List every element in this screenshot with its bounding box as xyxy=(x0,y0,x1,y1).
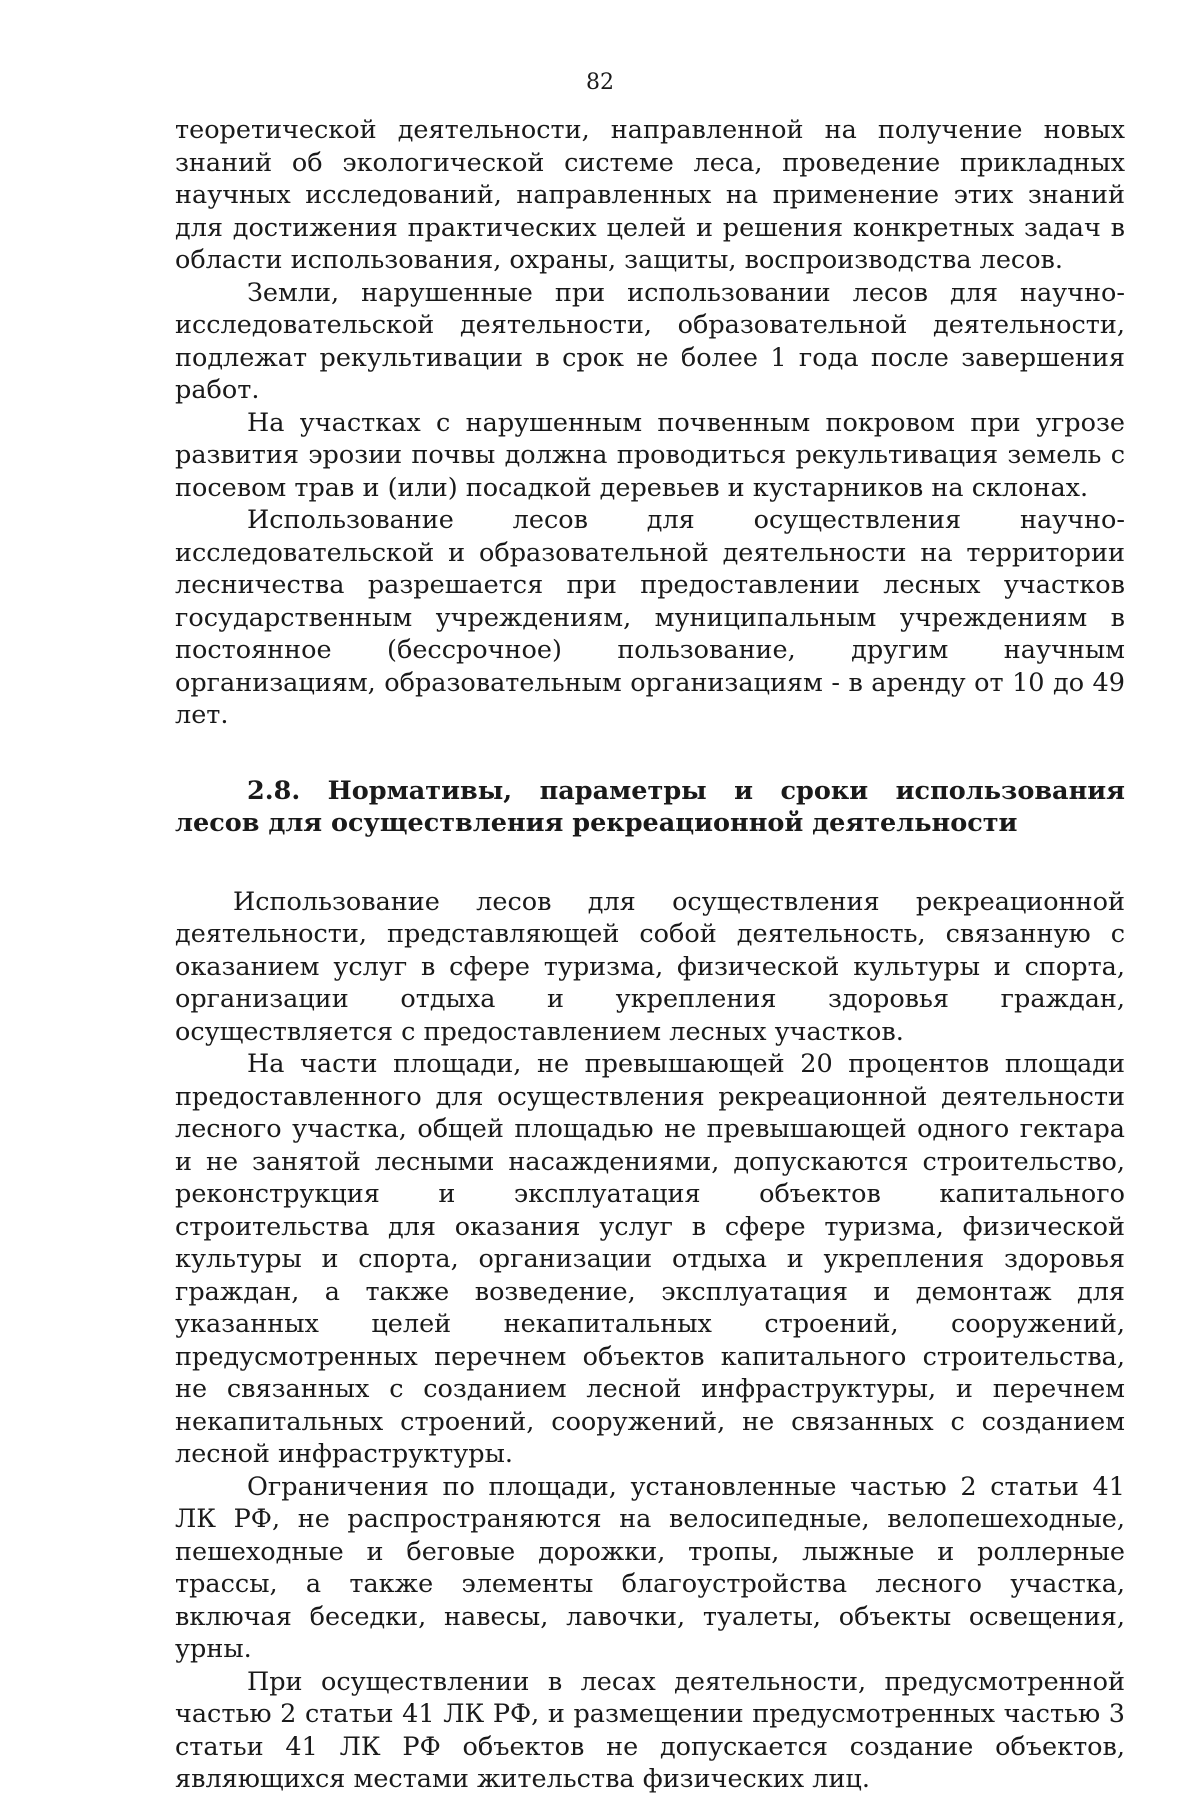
paragraph-continued: теоретической деятельности, направленной на получение новых знаний об экологической системе леса, проведение прикладных научных исследований, направленных на применение этих знаний для достижения практических целей и решения конкретных задач в области использования, охраны, защиты, воспроизводства лесов. xyxy=(175,115,1125,275)
page-number: 82 xyxy=(586,70,614,95)
section-heading: 2.8. Нормативы, параметры и сроки использования лесов для осуществления рекреационной деятельности xyxy=(175,775,1125,838)
document-body xyxy=(175,114,1125,1796)
paragraph-land-reclamation: Земли, нарушенные при использовании лесов для научно-исследовательской деятельности, образовательной деятельности, подлежат рекультивации в срок не более 1 года после завершения работ. xyxy=(175,277,1125,405)
paragraph-soil-erosion: На участках с нарушенным почвенным покровом при угрозе развития эрозии почвы должна проводиться рекультивация земель с посевом трав и (или) посадкой деревьев и кустарников на склонах. xyxy=(175,407,1125,503)
paragraph-recreation-use: Использование лесов для осуществления рекреационной деятельности, представляющей собой деятельность, связанную с оказанием услуг в сфере туризма, физической культуры и спорта, организации отдыха и укрепления здоровья граждан, осуществляется с предоставлением лесных участков. xyxy=(175,886,1125,1047)
paragraph-research-use: Использование лесов для осуществления научно-исследовательской и образовательной деятельности на территории лесничества разрешается при предоставлении лесных участков государственным учреждениям, муниципальным учреждениям в постоянное (бессрочное) пользование, другим научным организациям, образовательным организациям - в аренду от 10 до 49 лет. xyxy=(175,505,1125,730)
paragraph-area-exceptions: Ограничения по площади, установленные частью 2 статьи 41 ЛК РФ, не распространяются на велосипедные, велопешеходные, пешеходные и беговые дорожки, тропы, лыжные и роллерные трассы, а также элементы благоустройства лесного участка, включая беседки, навесы, лавочки, туалеты, объекты освещения, урны. xyxy=(175,1471,1125,1664)
paragraph-area-limits: На части площади, не превышающей 20 процентов площади предоставленного для осуществления рекреационной деятельности лесного участка, общей площадью не превышающей одного гектара и не занятой лесными насаждениями, допускаются строительство, реконструкция и эксплуатация объектов капитального строительства для оказания услуг в сфере туризма, физической культуры и спорта, организации отдыха и укрепления здоровья граждан, а также возведение, эксплуатация и демонтаж для указанных целей некапитальных строений, сооружений, предусмотренных перечнем объектов капитального строительства, не связанных с созданием лесной инфраструктуры, и перечнем некапитальных строений, сооружений, не связанных с созданием лесной инфраструктуры. xyxy=(175,1049,1125,1469)
paragraph-residence-prohibition: При осуществлении в лесах деятельности, предусмотренной частью 2 статьи 41 ЛК РФ, и размещении предусмотренных частью 3 статьи 41 ЛК РФ объектов не допускается создание объектов, являющихся местами жительства физических лиц. xyxy=(175,1666,1125,1794)
